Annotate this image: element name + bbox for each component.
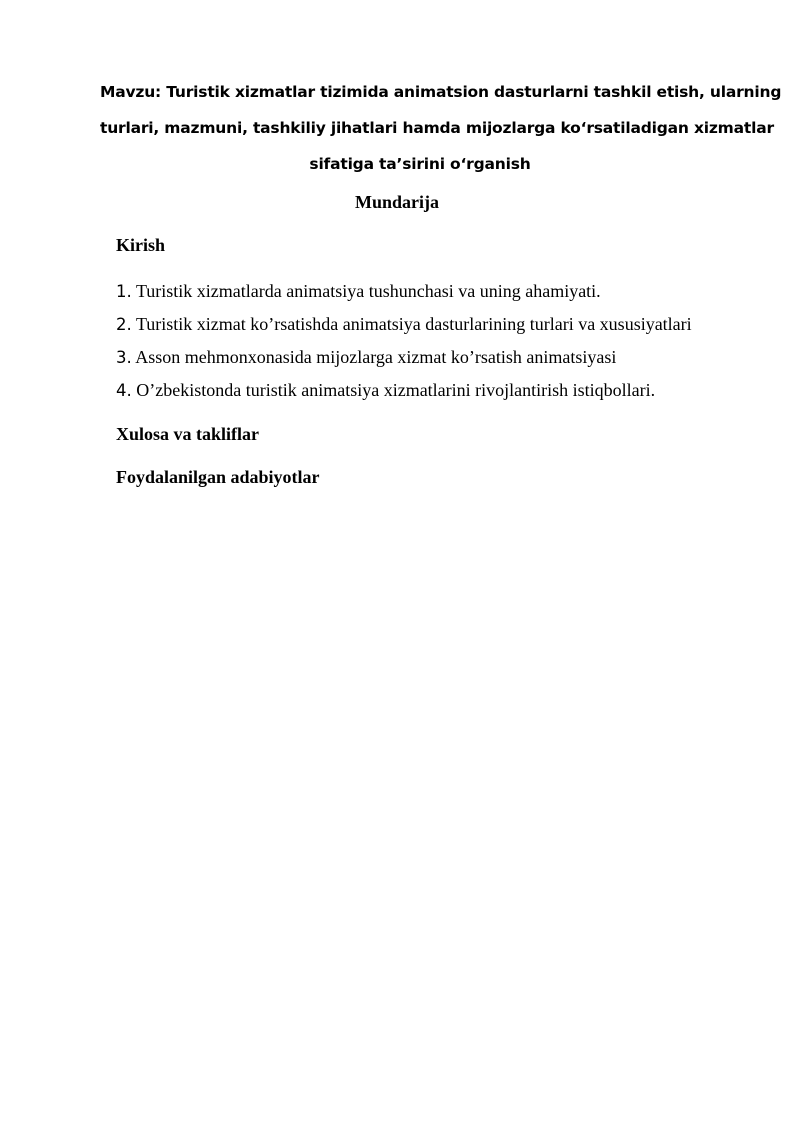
- title-line-2: turlari, mazmuni, tashkiliy jihatlari hamda mijozlarga ko‘rsatiladigan xizmatlar: [100, 119, 774, 137]
- toc-entry-chapter-1: [116, 279, 601, 304]
- toc-entry-conclusion: Xulosa va takliflar: [116, 424, 260, 444]
- title-line-3: sifatiga ta’sirini o‘rganish: [309, 155, 531, 173]
- title-line-1: Mavzu: Turistik xizmatlar tizimida animatsion dasturlarni tashkil etish, ularning: [100, 83, 782, 101]
- chapter-number: 2.: [116, 315, 132, 334]
- chapter-title: Turistik xizmatlarda animatsiya tushunchasi va uning ahamiyati.: [135, 281, 601, 301]
- toc-entry-chapter-4: [116, 378, 655, 403]
- toc-entry-introduction: Kirish: [116, 235, 166, 255]
- chapter-number: 4.: [116, 381, 132, 400]
- toc-heading-text: Mundarija: [354, 192, 439, 212]
- chapter-number: 3.: [116, 348, 132, 367]
- toc-entry-references: Foydalanilgan adabiyotlar: [116, 467, 320, 487]
- chapter-title: Asson mehmonxonasida mijozlarga xizmat ko’rsatish animatsiyasi: [135, 347, 617, 367]
- toc-entry-chapter-2: [116, 312, 692, 337]
- chapter-title: Turistik xizmat ko’rsatishda animatsiya dasturlarining turlari va xususiyatlari: [135, 314, 692, 334]
- toc-heading: [0, 190, 800, 214]
- toc-entry-chapter-3: [116, 345, 616, 370]
- chapter-title: O’zbekistonda turistik animatsiya xizmatlarini rivojlantirish istiqbollari.: [136, 380, 656, 400]
- chapter-number: 1.: [116, 282, 132, 301]
- document-title: [100, 74, 782, 182]
